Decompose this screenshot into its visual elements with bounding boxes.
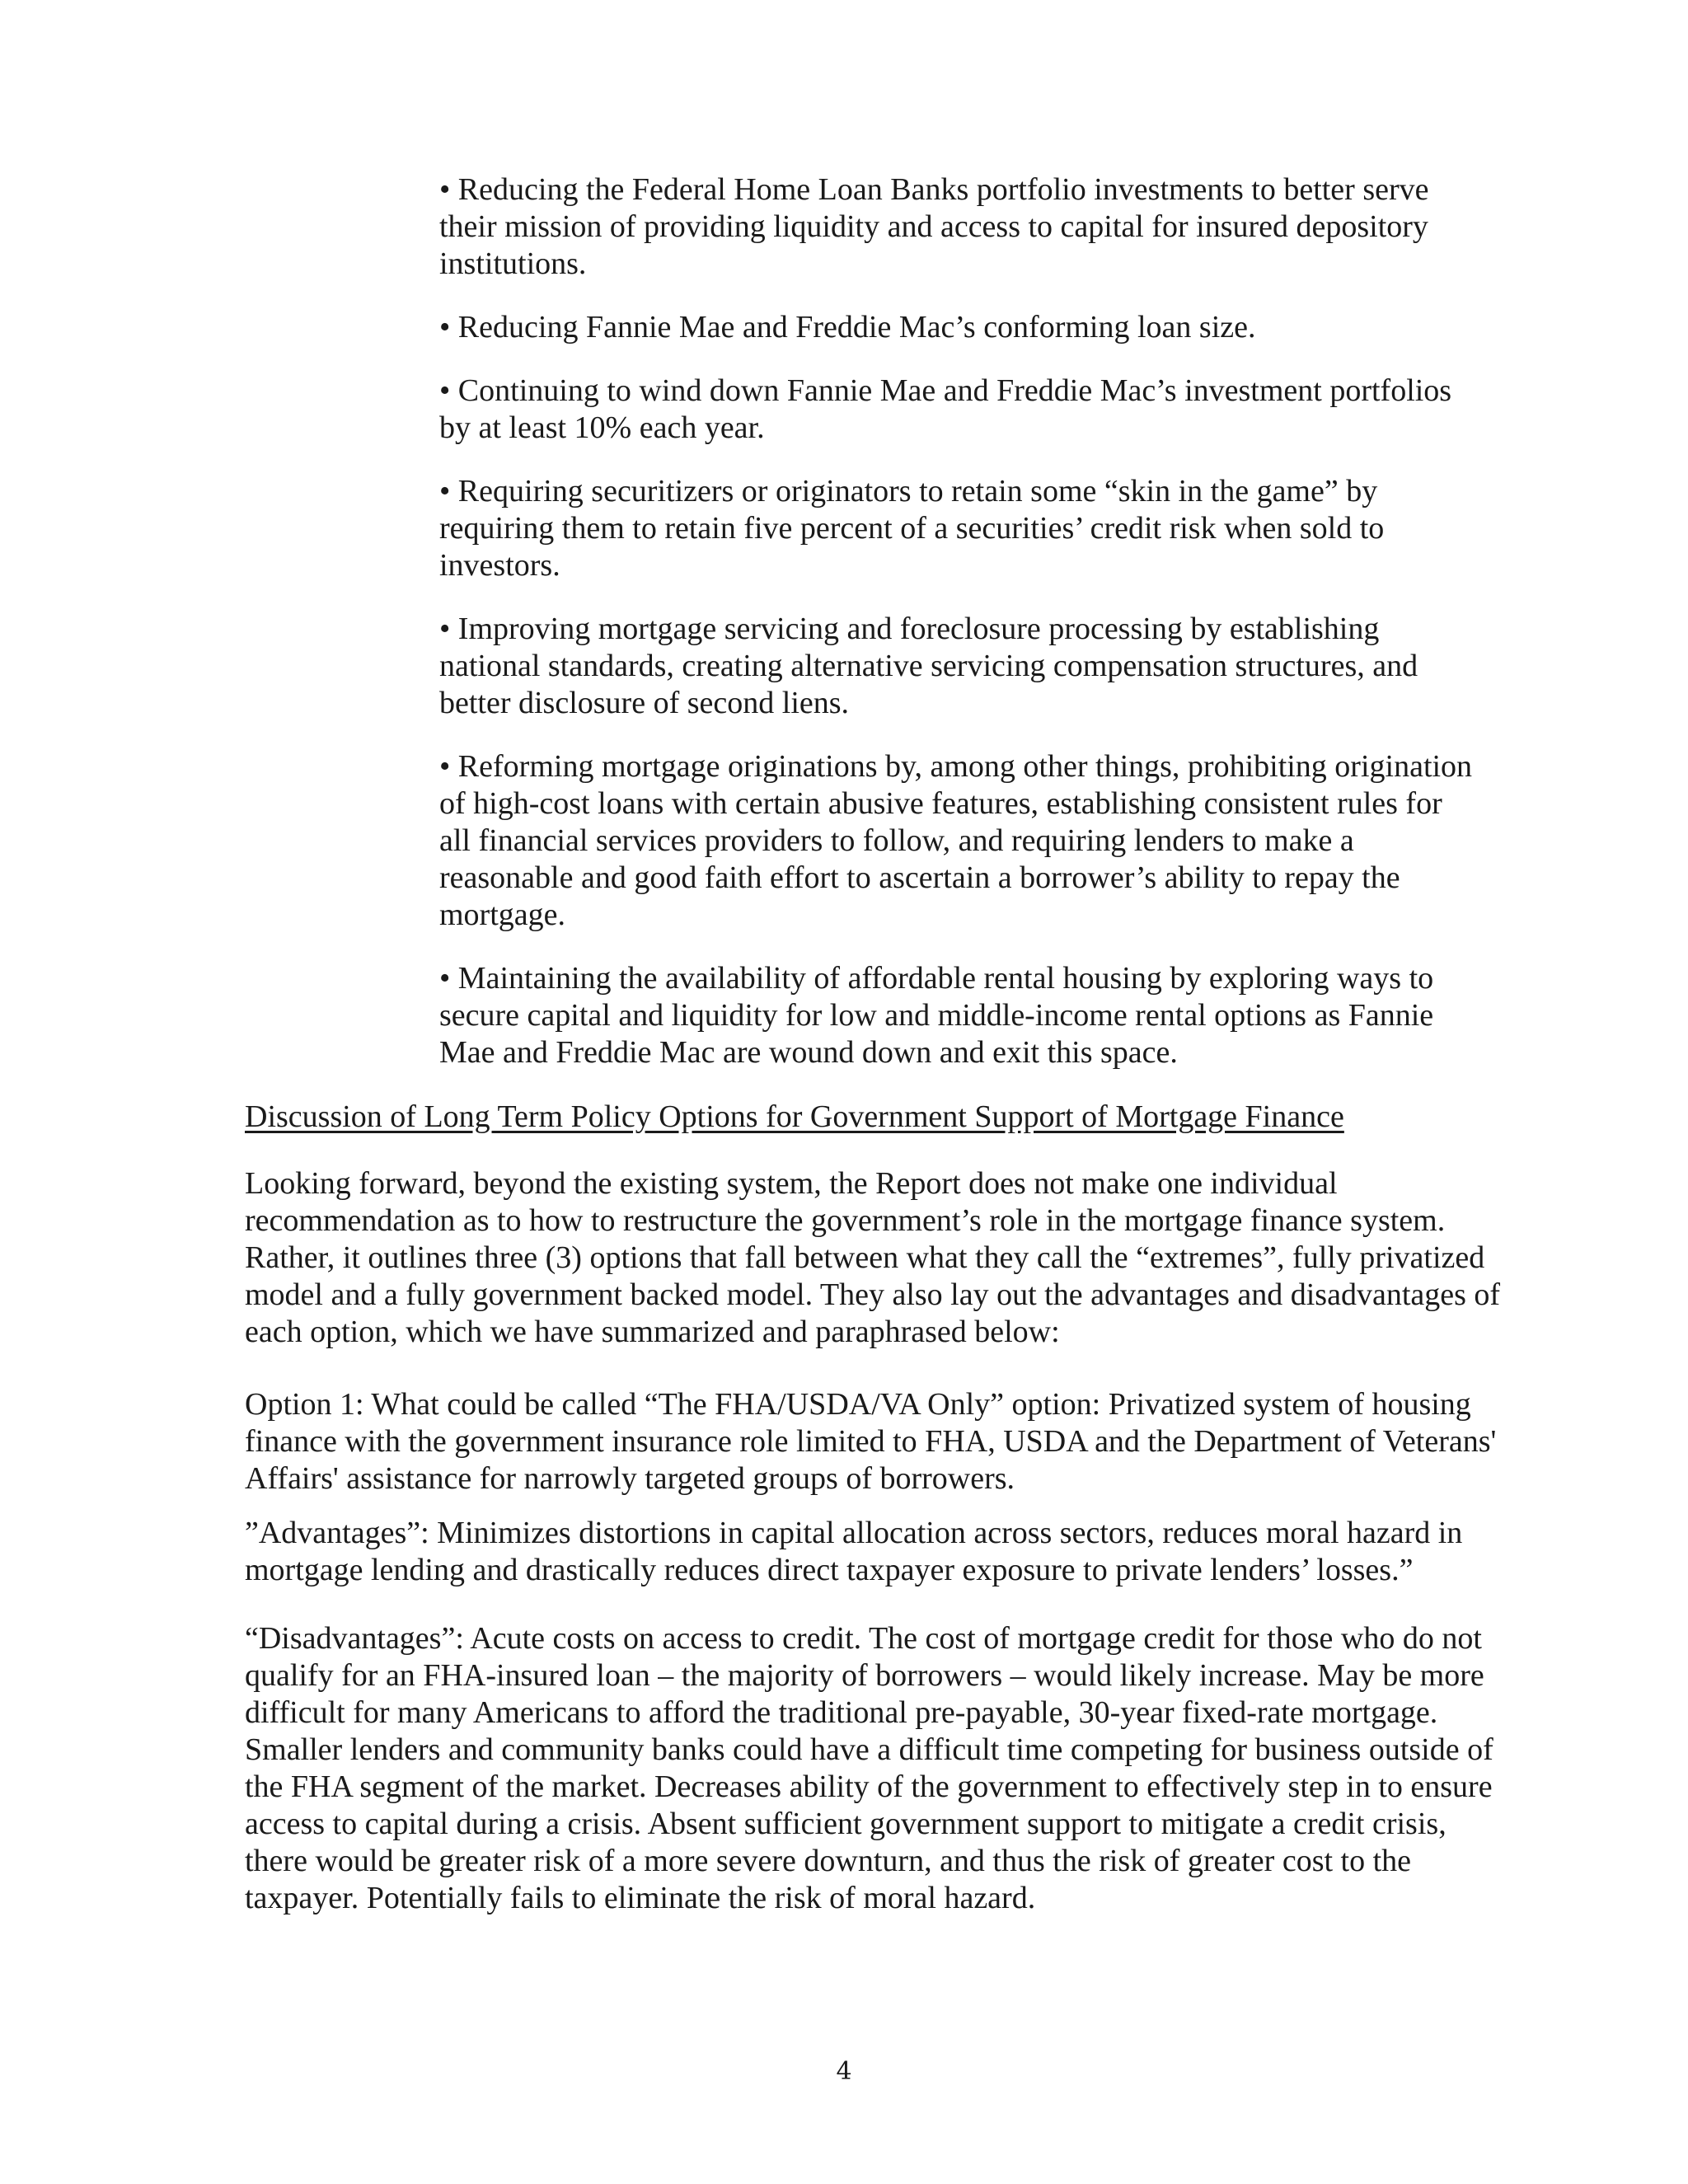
bullet-item: • Improving mortgage servicing and foreclosure processing by establishing national standards, creating alternative servicing compensation structures, and better disclosure of second liens. — [439, 612, 1418, 720]
bullet-list — [439, 171, 1478, 1098]
bullet-item: • Continuing to wind down Fannie Mae and Freddie Mac’s investment portfolios by at least 10% each year. — [439, 373, 1452, 445]
bullet-item: • Reducing the Federal Home Loan Banks portfolio investments to better serve their mission of providing liquidity and access to capital for insured depository institutions. — [439, 172, 1429, 281]
advantages-paragraph: ”Advantages”: Minimizes distortions in capital allocation across sectors, reduces moral hazard in mortgage lending and drastically reduces direct taxpayer exposure to private lenders’ losses.” — [245, 1516, 1463, 1587]
section-heading: Discussion of Long Term Policy Options for Government Support of Mortgage Finance — [245, 1099, 1344, 1134]
bullet-item: • Maintaining the availability of affordable rental housing by exploring ways to secure capital and liquidity for low and middle-income rental options as Fannie Mae and Freddie Mac are wound down and exit this space. — [439, 961, 1434, 1070]
intro-paragraph: Looking forward, beyond the existing system, the Report does not make one individual recommendation as to how to restructure the government’s role in the mortgage finance system. Rather, it outlines three (3) options that fall between what they call the “extremes”, fully privatized model and a fully government backed model. They also lay out the advantages and disadvantages of each option, which we have summarized and paraphrased below: — [245, 1166, 1501, 1349]
bullet-item: • Requiring securitizers or originators to retain some “skin in the game” by requiring them to retain five percent of a securities’ credit risk when sold to investors. — [439, 474, 1385, 583]
bullet-item: • Reforming mortgage originations by, among other things, prohibiting origination of high-cost loans with certain abusive features, establishing consistent rules for all financial services providers to follow, and requiring lenders to make a reasonable and good faith effort to ascertain a borrower’s ability to repay the mortgage. — [439, 749, 1473, 932]
page-number: 4 — [836, 2057, 852, 2086]
bullet-item: • Reducing Fannie Mae and Freddie Mac’s conforming loan size. — [439, 310, 1256, 344]
option-1-paragraph: Option 1: What could be called “The FHA/USDA/VA Only” option: Privatized system of housing finance with the government insurance role limited to FHA, USDA and the Department of Veterans' Affairs' assistance for narrowly targeted groups of borrowers. — [245, 1387, 1497, 1496]
disadvantages-paragraph: “Disadvantages”: Acute costs on access to credit. The cost of mortgage credit for those who do not qualify for an FHA-insured loan – the majority of borrowers – would likely increase. May be more difficult for many Americans to afford the traditional pre-payable, 30-year fixed-rate mortgage. Smaller lenders and community banks could have a difficult time competing for business outside of the FHA segment of the market. Decreases ability of the government to effectively step in to ensure access to capital during a crisis. Absent sufficient government support to mitigate a credit crisis, there would be greater risk of a more severe downturn, and thus the risk of greater cost to the taxpayer. Potentially fails to eliminate the risk of moral hazard. — [245, 1621, 1493, 1915]
